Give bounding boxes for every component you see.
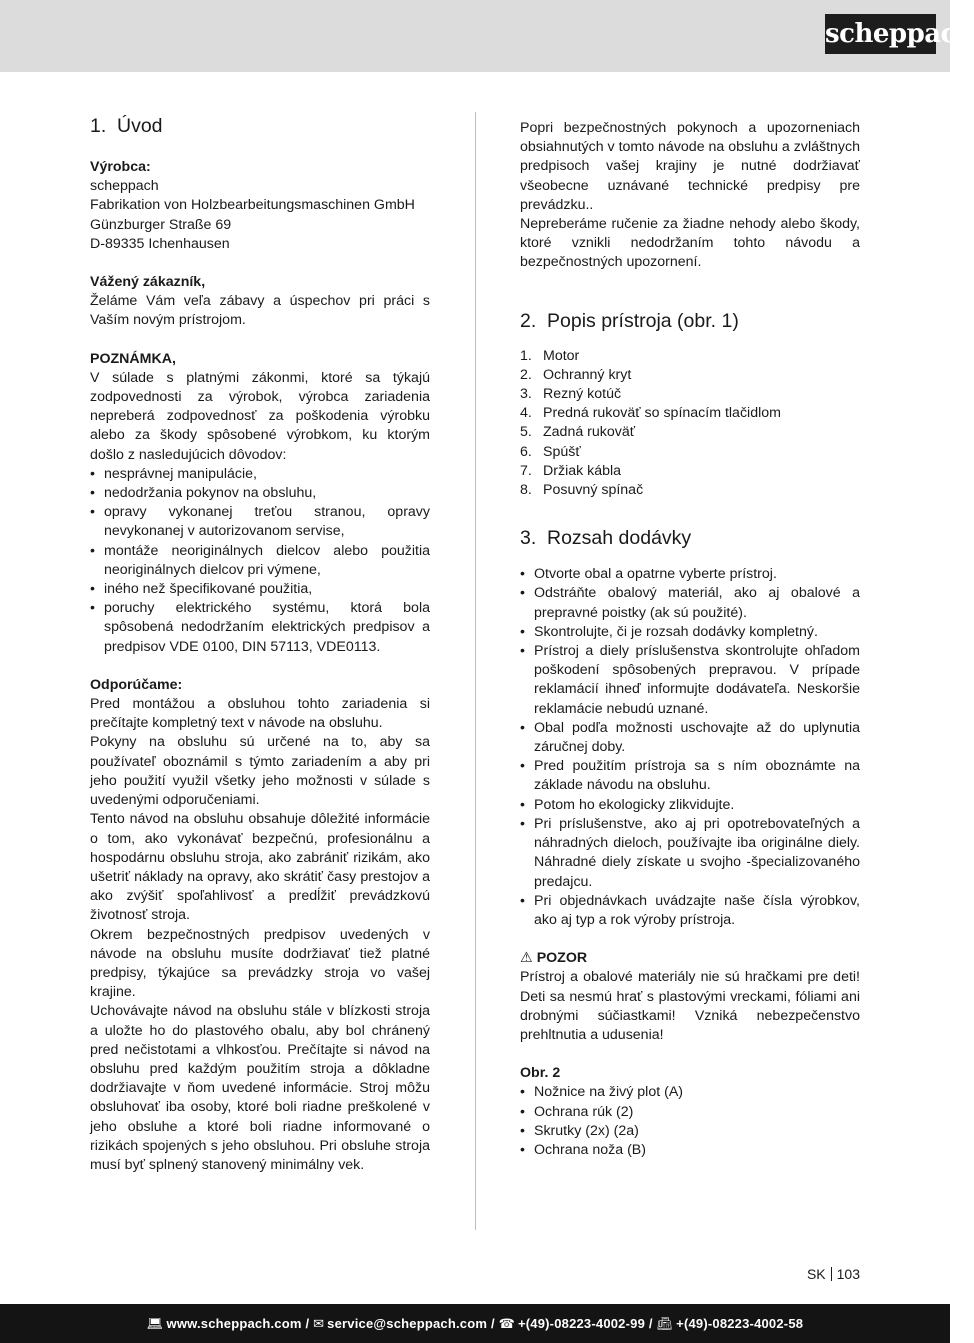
warning-icon: ⚠ bbox=[520, 950, 533, 967]
customer-text: Želáme Vám veľa zábavy a úspechov pri práci s Vaším novým prístrojom. bbox=[90, 293, 430, 329]
delivery-bullet-list bbox=[520, 565, 860, 930]
warning-text: Prístroj a obalové materiály nie sú hračkami pre deti! Deti sa nesmú hrať s plastovými vreckami, fóliami ani drobnými súčiastkami! Vzniká nebezpečenstvo prehltnutia a udusenia! bbox=[520, 969, 860, 1043]
right-column bbox=[520, 119, 860, 1160]
list-item: • opravy vykonanej treťou stranou, opravy nevykonanej v autorizovanom servise, bbox=[90, 503, 430, 541]
manufacturer-address: scheppach Fabrikation von Holzbearbeitungsmaschinen GmbH Günzburger Straße 69 D-89335 Ichenhausen bbox=[90, 178, 415, 252]
list-item: • Potom ho ekologicky zlikvidujte. bbox=[520, 796, 860, 815]
note-text: V súlade s platnými zákonmi, ktoré sa týkajú zodpovednosti za výrobok, výrobca zariadenia nepreberá zodpovednosť za poškodenia výrobku alebo za škody spôsobené výrobkom, ku ktorým došlo z nasledujúcich dôvodov: bbox=[90, 369, 430, 463]
list-item: • nesprávnej manipulácie, bbox=[90, 465, 430, 484]
phone-number: +(49)-08223-4002-99 bbox=[517, 1316, 645, 1331]
list-item: • Odstráňte obalový materiál, ako aj obalové a prepravné poistky (ak sú použité). bbox=[520, 584, 860, 622]
section-2-heading: 2. Popis prístroja (obr. 1) bbox=[520, 309, 739, 332]
list-item: • montáže neoriginálnych dielcov alebo použitia neoriginálnych dielcov pri výmene, bbox=[90, 542, 430, 580]
list-item: • Nožnice na živý plot (A) bbox=[520, 1083, 860, 1102]
website-link[interactable]: www.scheppach.com bbox=[166, 1316, 302, 1331]
list-item: 1. Motor bbox=[520, 347, 580, 364]
header-bar bbox=[0, 0, 974, 72]
mail-icon: ✉︎ bbox=[313, 1316, 325, 1331]
intro-paragraph: Nepreberáme ručenie za žiadne nehody alebo škody, ktoré vznikli nedodržaním tohto návodu a bezpečnostných upozornení. bbox=[520, 216, 860, 271]
scheppach-logo: scheppach bbox=[825, 14, 936, 54]
section-1-heading: 1. Úvod bbox=[90, 115, 163, 137]
fax-icon: 📠︎ bbox=[656, 1316, 674, 1331]
list-item: • Skontrolujte, či je rozsah dodávky kompletný. bbox=[520, 623, 860, 642]
list-item: • Pri príslušenstve, ako aj pri opotrebovateľných a náhradných dieloch, používajte iba originálne diely. Náhradné diely získate u svojho -špecializovaného predajcu. bbox=[520, 815, 860, 892]
list-item: • Skrutky (2x) (2a) bbox=[520, 1122, 860, 1141]
list-item: • Pred použitím prístroja sa s ním oboznámte na základe návodu na obsluhu. bbox=[520, 757, 860, 795]
list-item: 7. Držiak kábla bbox=[520, 462, 622, 479]
section-3-heading: 3. Rozsah dodávky bbox=[520, 527, 692, 550]
intro-paragraph: Popri bezpečnostných pokynoch a upozorneniach obsiahnutých v tomto návode na obsluhu a zvláštnych predpisoch vašej krajiny je nutné dodržiavať všeobecne uznávané technické predpisy pre prevádzku.. bbox=[520, 120, 860, 213]
list-item: 5. Zadná rukoväť bbox=[520, 424, 636, 441]
warning-heading: ⚠ POZOR bbox=[520, 950, 588, 967]
list-item: 8. Posuvný spínač bbox=[520, 482, 644, 499]
customer-label: Vážený zákazník, bbox=[90, 274, 206, 291]
recommend-paragraph: Pokyny na obsluhu sú určené na to, aby sa používateľ oboznámil s týmto zariadením a aby pri jeho použití využil všetky jeho možnosti v súlade s uvedenými odporučeniami. bbox=[90, 734, 430, 809]
list-item: • nedodržania pokynov na obsluhu, bbox=[90, 484, 430, 503]
manufacturer-label: Výrobca: bbox=[90, 159, 151, 175]
list-item: • Obal podľa možnosti uschovajte až do uplynutia záručnej doby. bbox=[520, 719, 860, 757]
parts-list bbox=[520, 347, 860, 501]
list-item: 6. Spúšť bbox=[520, 443, 581, 460]
recommend-label: Odporúčame: bbox=[90, 676, 183, 693]
list-item: 4. Predná rukoväť so spínacím tlačidlom bbox=[520, 405, 781, 422]
column-divider bbox=[475, 112, 476, 1230]
footer-bar: 💻︎ www.scheppach.com / ✉︎ service@scheppach.com / ☎︎ +(49)-08223-4002-99 / 📠︎ +(49)-08223-4002-58 bbox=[0, 1304, 950, 1343]
list-item: • Ochrana noža (B) bbox=[520, 1141, 860, 1160]
note-label: POZNÁMKA, bbox=[90, 350, 176, 367]
list-item: • Otvorte obal a opatrne vyberte prístroj. bbox=[520, 565, 860, 584]
list-item: 3. Rezný kotúč bbox=[520, 386, 622, 403]
fig2-bullet-list bbox=[520, 1083, 860, 1160]
list-item: • iného než špecifikované použitia, bbox=[90, 580, 430, 599]
computer-icon: 💻︎ bbox=[146, 1316, 164, 1331]
left-column bbox=[90, 112, 430, 1175]
list-item: • Ochrana rúk (2) bbox=[520, 1103, 860, 1122]
page-number: SK 103 bbox=[806, 1266, 860, 1282]
recommend-paragraph: Tento návod na obsluhu obsahuje dôležité informácie o tom, ako vykonávať bezpečnú, profesionálnu a hospodárnu obsluhu stroja, ako zabrániť rizikám, ako ušetriť náklady na opravy, ako skrátiť časy prestojov a ako zvýšiť spoľahlivosť a predĺžiť prevádzkovú životnosť stroja. bbox=[90, 811, 430, 924]
note-bullet-list bbox=[90, 465, 430, 657]
phone-icon: ☎︎ bbox=[498, 1316, 515, 1331]
recommend-paragraph: Pred montážou a obsluhou tohto zariadenia si prečítajte kompletný text v návode na obsluhu. bbox=[90, 696, 430, 732]
recommend-paragraph: Okrem bezpečnostných predpisov uvedených v návode na obsluhu musíte dodržiavať tiež platné predpisy, týkajúce sa prevádzky stroja vo vašej krajine. bbox=[90, 926, 430, 1001]
list-item: • Prístroj a diely príslušenstva skontrolujte ohľadom poškodení spôsobených prepravou. V prípade reklamácií ihneď informujte dodávateľa. Neskoršie reklamácie nebudú uznané. bbox=[520, 642, 860, 719]
list-item: • Pri objednávkach uvádzajte naše čísla výrobkov, ako aj typ a rok výroby prístroja. bbox=[520, 892, 860, 930]
list-item: 2. Ochranný kryt bbox=[520, 366, 632, 383]
recommend-paragraph: Uchovávajte návod na obsluhu stále v blízkosti stroja a uložte ho do plastového obalu, aby bol chránený pred nečistotami a vlhkosťou. Prečítajte si návod na obsluhu pred každým použitím stroja a dôkladne dodržiavajte v ňom uvedené informácie. Stroj môžu obsluhovať iba osoby, ktoré boli riadne preškolené v jeho obsluhe a ktoré boli riadne informované o rizikách spojených s jeho obsluhou. Pri obsluhe stroja musí byť splnený stanovený minimálny vek. bbox=[90, 1003, 430, 1173]
email-link[interactable]: service@scheppach.com bbox=[327, 1316, 488, 1331]
list-item: • poruchy elektrického systému, ktorá bola spôsobená nedodržaním elektrických predpisov a predpisov VDE 0100, DIN 57113, VDE0113. bbox=[90, 599, 430, 657]
fax-number: +(49)-08223-4002-58 bbox=[676, 1316, 804, 1331]
fig2-label: Obr. 2 bbox=[520, 1065, 561, 1082]
